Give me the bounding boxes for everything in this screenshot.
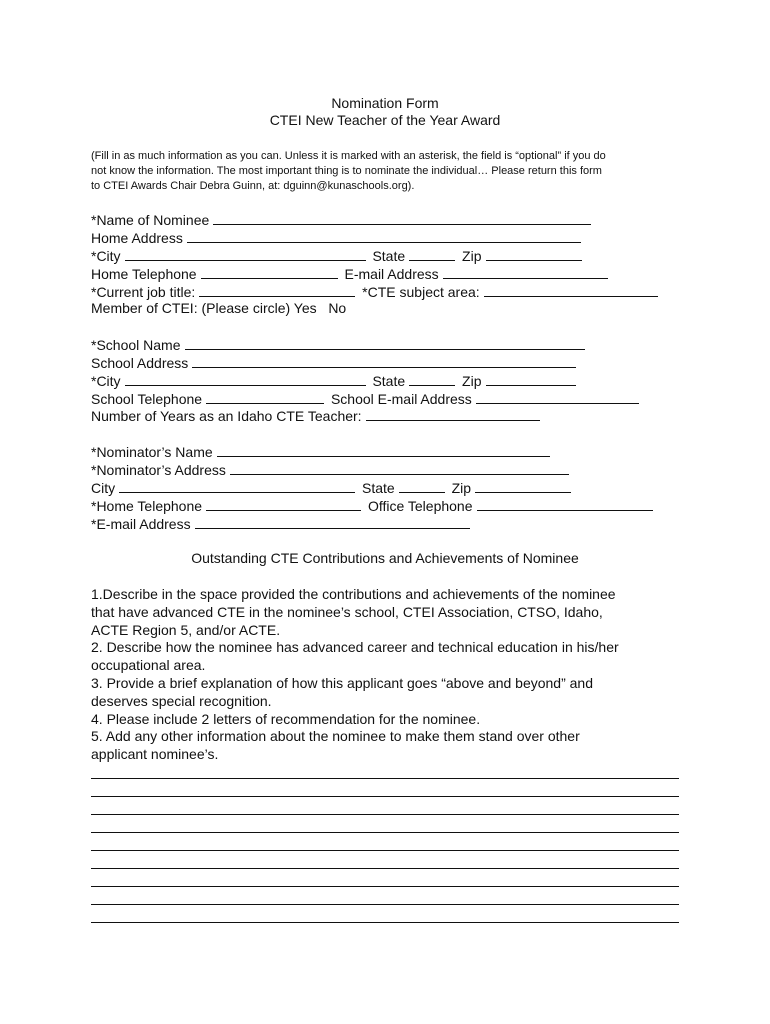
nominator-name-field[interactable] — [217, 443, 550, 457]
membership-no-option[interactable]: No — [328, 300, 347, 316]
instruction-line: 2. Describe how the nominee has advanced career and technical education in his/her — [91, 639, 619, 656]
city-label: City — [91, 480, 116, 496]
home-address-field[interactable] — [187, 229, 581, 243]
writing-line[interactable] — [91, 904, 679, 905]
nominator-city-row — [91, 479, 574, 497]
job-title-field[interactable] — [199, 283, 355, 297]
instruction-line: 3. Provide a brief explanation of how this applicant goes “above and beyond” and — [91, 674, 594, 691]
zip-field[interactable] — [486, 247, 582, 261]
city-field[interactable] — [119, 479, 355, 493]
nominator-email-row — [91, 515, 473, 533]
school-email-label: School E-mail Address — [330, 391, 472, 407]
school-address-label: School Address — [91, 355, 189, 371]
school-email-field[interactable] — [476, 390, 639, 404]
city-field[interactable] — [125, 372, 366, 386]
email-field[interactable] — [443, 265, 608, 279]
years-teaching-label: Number of Years as an Idaho CTE Teacher: — [91, 408, 362, 424]
membership-row — [91, 300, 346, 317]
school-telephone-label: School Telephone — [91, 391, 203, 407]
zip-label: Zip — [462, 373, 482, 389]
state-field[interactable] — [399, 479, 445, 493]
nominator-address-row — [91, 461, 572, 479]
years-teaching-field[interactable] — [366, 407, 540, 421]
zip-field[interactable] — [486, 372, 576, 386]
home-telephone-field[interactable] — [206, 497, 361, 511]
nominee-address-row — [91, 229, 584, 247]
writing-line[interactable] — [91, 850, 679, 851]
writing-line[interactable] — [91, 814, 679, 815]
home-address-label: Home Address — [91, 230, 183, 246]
instructions — [91, 149, 691, 194]
membership-label: Member of CTEI: (Please circle) Yes — [91, 300, 317, 316]
instruction-line: deserves special recognition. — [91, 692, 272, 709]
nominee-name-label: *Name of Nominee — [91, 212, 210, 228]
instruction-line: applicant nominee’s. — [91, 746, 219, 763]
school-phone-row — [91, 390, 642, 408]
instructions-line: to CTEI Awards Chair Debra Guinn, at: dguinn@kunaschools.org). — [91, 180, 415, 192]
nominator-email-label: *E-mail Address — [91, 516, 191, 532]
instruction-line: that have advanced CTE in the nominee’s school, CTEI Association, CTSO, Idaho, — [91, 603, 603, 620]
form-title: Nomination Form — [331, 95, 439, 111]
school-name-label: *School Name — [91, 337, 181, 353]
office-telephone-label: Office Telephone — [367, 498, 473, 514]
city-field[interactable] — [125, 247, 366, 261]
nominator-address-label: *Nominator’s Address — [91, 462, 226, 478]
home-telephone-field[interactable] — [201, 265, 338, 279]
contributions-instructions — [91, 586, 691, 764]
cte-subject-field[interactable] — [484, 283, 658, 297]
city-label: *City — [91, 248, 121, 264]
state-label: State — [372, 373, 406, 389]
nominator-address-field[interactable] — [230, 461, 569, 475]
writing-line[interactable] — [91, 796, 679, 797]
email-label: E-mail Address — [344, 266, 439, 282]
school-telephone-field[interactable] — [206, 390, 324, 404]
instruction-line: 4. Please include 2 letters of recommendation for the nominee. — [91, 710, 481, 727]
instruction-line: occupational area. — [91, 657, 206, 674]
writing-line[interactable] — [91, 922, 679, 923]
nominator-name-label: *Nominator’s Name — [91, 444, 213, 460]
nominee-job-row — [91, 283, 661, 301]
home-telephone-label: Home Telephone — [91, 266, 197, 282]
zip-label: Zip — [462, 248, 482, 264]
zip-label: Zip — [451, 480, 472, 496]
contributions-heading: Outstanding CTE Contributions and Achievements of Nominee — [191, 550, 579, 566]
zip-field[interactable] — [475, 479, 571, 493]
writing-line[interactable] — [91, 886, 679, 887]
cte-subject-label: *CTE subject area: — [362, 284, 480, 300]
award-title: CTEI New Teacher of the Year Award — [269, 112, 501, 128]
school-name-row — [91, 336, 588, 354]
school-address-field[interactable] — [192, 354, 576, 368]
nominee-city-row — [91, 247, 585, 265]
nominator-phone-row — [91, 497, 656, 515]
instruction-line: 1.Describe in the space provided the contributions and achievements of the nominee — [91, 586, 616, 602]
city-label: *City — [91, 373, 121, 389]
state-label: State — [362, 480, 395, 496]
school-city-row — [91, 372, 579, 390]
nominee-name-row — [91, 211, 594, 229]
instructions-line: (Fill in as much information as you can. Unless it is marked with an asterisk, the field is “optional” if you do — [91, 150, 606, 162]
instructions-line: not know the information. The most important thing is to nominate the individual… Please return this form — [91, 165, 602, 177]
writing-line[interactable] — [91, 868, 679, 869]
state-field[interactable] — [409, 372, 455, 386]
nominator-email-field[interactable] — [195, 515, 470, 529]
home-telephone-label: *Home Telephone — [91, 498, 203, 514]
office-telephone-field[interactable] — [477, 497, 653, 511]
state-label: State — [372, 248, 406, 264]
nominator-name-row — [91, 443, 553, 461]
state-field[interactable] — [409, 247, 455, 261]
nominee-name-field[interactable] — [213, 211, 591, 225]
years-row — [91, 407, 543, 425]
nominee-phone-row — [91, 265, 611, 283]
writing-line[interactable] — [91, 832, 679, 833]
school-name-field[interactable] — [185, 336, 585, 350]
job-title-label: *Current job title: — [91, 284, 196, 300]
school-address-row — [91, 354, 579, 372]
instruction-line: ACTE Region 5, and/or ACTE. — [91, 621, 281, 638]
writing-line[interactable] — [91, 778, 679, 779]
instruction-line: 5. Add any other information about the nominee to make them stand over other — [91, 728, 580, 745]
